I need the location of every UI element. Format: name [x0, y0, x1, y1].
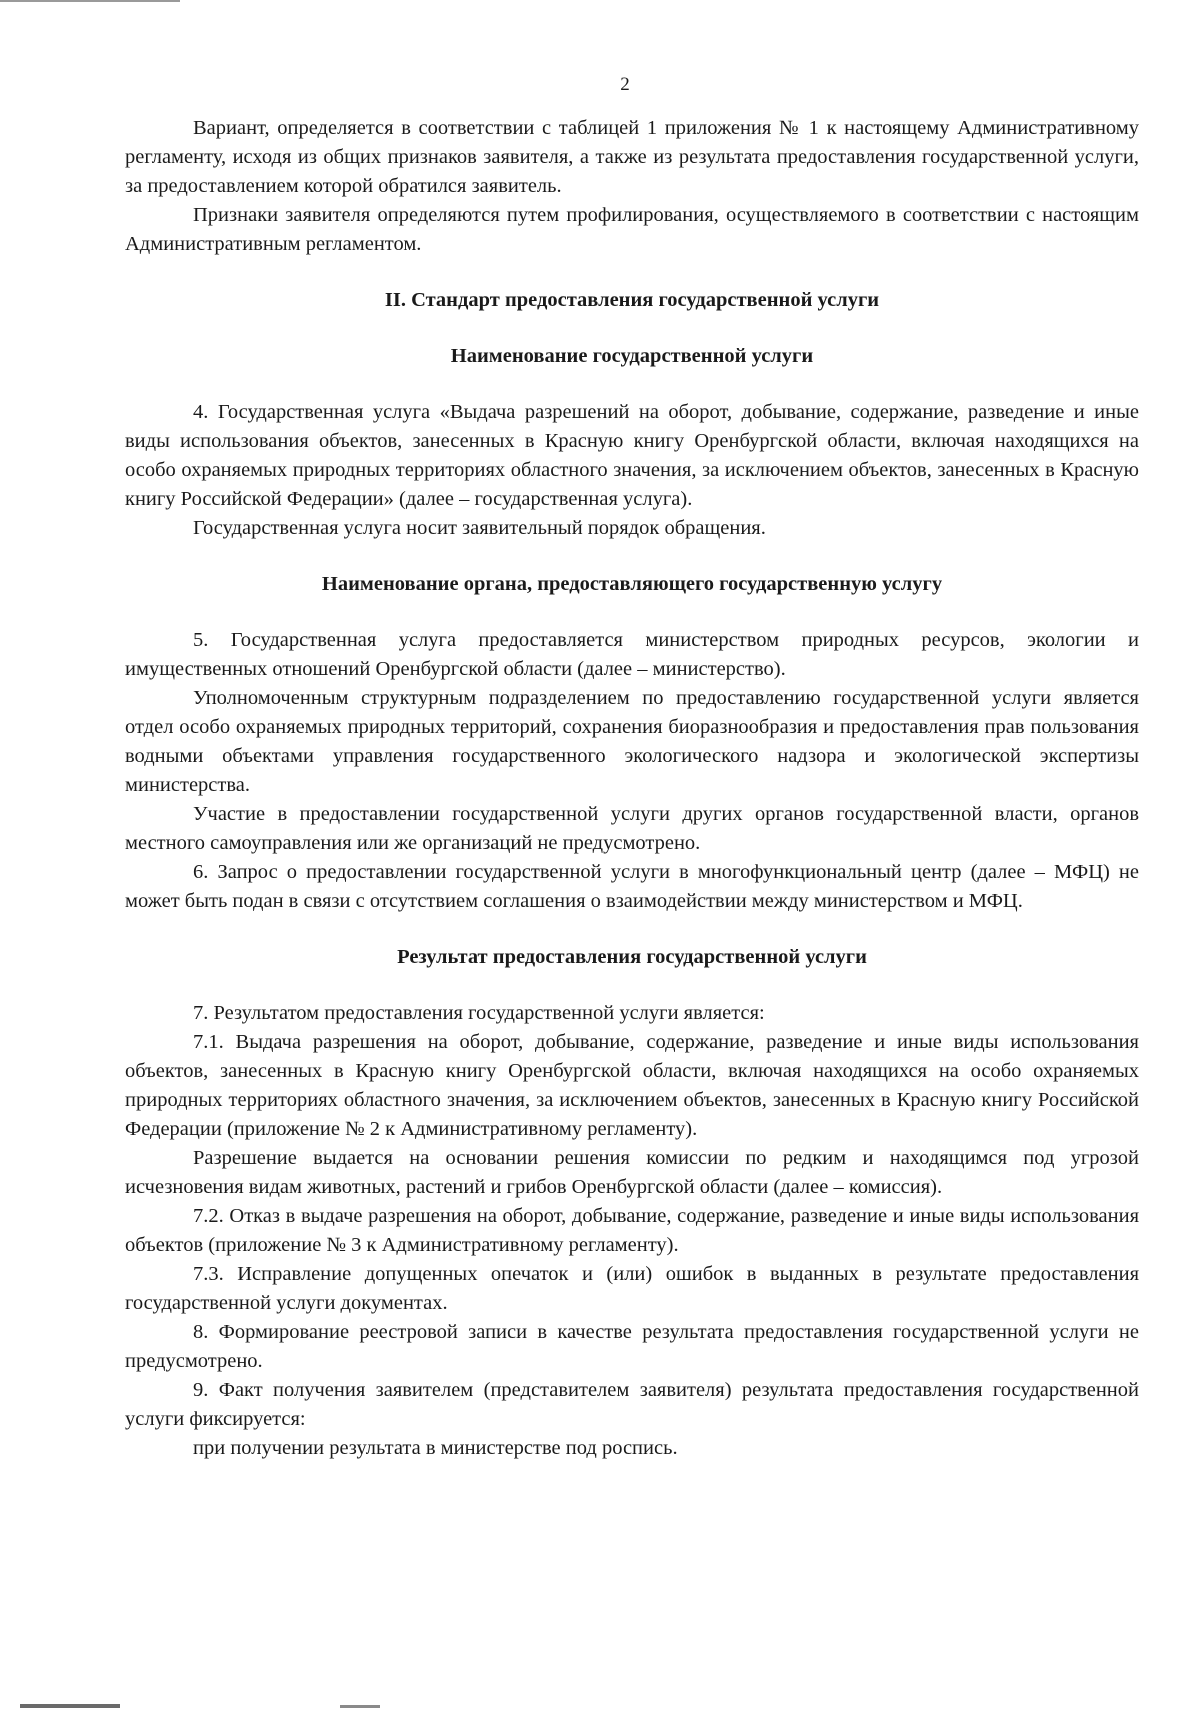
subheading-service-name: Наименование государственной услуги	[450, 345, 814, 367]
document-body	[125, 114, 1139, 1463]
scan-edge-bottom-left	[20, 1704, 120, 1708]
scan-edge-bottom-mid	[340, 1705, 380, 1708]
paragraph-clause-5: 5. Государственная услуга предоставляется министерством природных ресурсов, экологии и имущественных отношений Оренбургской области (далее – министерство).	[125, 629, 1139, 680]
paragraph-authorized-unit: Уполномоченным структурным подразделением по предоставлению государственной услуги является отдел особо охраняемых природных территорий, сохранения биоразнообразия и предоставления прав пользования водными объектами управления государственного экологического надзора и экологической экспертизы министерства.	[125, 687, 1139, 796]
paragraph-clause-7: 7. Результатом предоставления государственной услуги является:	[193, 1002, 765, 1024]
paragraph-clause-4: 4. Государственная услуга «Выдача разрешений на оборот, добывание, содержание, разведение и иные виды использования объектов, занесенных в Красную книгу Оренбургской области, включая находящихся на особо охраняемых природных территориях областного значения, за исключением объектов, занесенных в Красную книгу Российской Федерации» (далее – государственная услуга).	[125, 401, 1139, 510]
paragraph-clause-7-2: 7.2. Отказ в выдаче разрешения на оборот, добывание, содержание, разведение и иные виды использования объектов (приложение № 3 к Административному регламенту).	[125, 1205, 1139, 1256]
paragraph-clause-8: 8. Формирование реестровой записи в качестве результата предоставления государственной услуги не предусмотрено.	[125, 1321, 1139, 1372]
subheading-authority-name: Наименование органа, предоставляющего государственную услугу	[321, 573, 943, 595]
paragraph-clause-6: 6. Запрос о предоставлении государственной услуги в многофункциональный центр (далее – МФЦ) не может быть подан в связи с отсутствием соглашения о взаимодействии между министерством и МФЦ.	[125, 861, 1139, 912]
paragraph-application-order: Государственная услуга носит заявительный порядок обращения.	[193, 517, 766, 539]
paragraph-clause-7-3: 7.3. Исправление допущенных опечаток и (или) ошибок в выданных в результате предоставления государственной услуги документах.	[125, 1263, 1139, 1314]
paragraph-applicant-signs: Признаки заявителя определяются путем профилирования, осуществляемого в соответствии с настоящим Административным регламентом.	[125, 204, 1139, 255]
page-number: 2	[620, 74, 630, 95]
subheading-service-result: Результат предоставления государственной услуги	[397, 946, 867, 968]
paragraph-clause-9: 9. Факт получения заявителем (представителем заявителя) результата предоставления государственной услуги фиксируется:	[125, 1379, 1139, 1430]
paragraph-clause-7-1: 7.1. Выдача разрешения на оборот, добывание, содержание, разведение и иные виды использования объектов, занесенных в Красную книгу Оренбургской области, включая находящихся на особо охраняемых природных территориях областного значения, за исключением объектов, занесенных в Красную книгу Российской Федерации (приложение № 2 к Административному регламенту).	[125, 1031, 1139, 1140]
paragraph-permission-basis: Разрешение выдается на основании решения комиссии по редким и находящимся под угрозой исчезновения видам животных, растений и грибов Оренбургской области (далее – комиссия).	[125, 1147, 1139, 1198]
paragraph-participation: Участие в предоставлении государственной услуги других органов государственной власти, органов местного самоуправления или же организаций не предусмотрено.	[125, 803, 1139, 854]
paragraph-receipt-signature: при получении результата в министерстве под роспись.	[193, 1437, 678, 1459]
paragraph-variant: Вариант, определяется в соответствии с таблицей 1 приложения № 1 к настоящему Административному регламенту, исходя из общих признаков заявителя, а также из результата предоставления государственной услуги, за предоставлением которой обратился заявитель.	[125, 117, 1139, 197]
section-heading-standard: II. Стандарт предоставления государственной услуги	[384, 289, 880, 311]
scan-edge-top	[0, 0, 180, 2]
